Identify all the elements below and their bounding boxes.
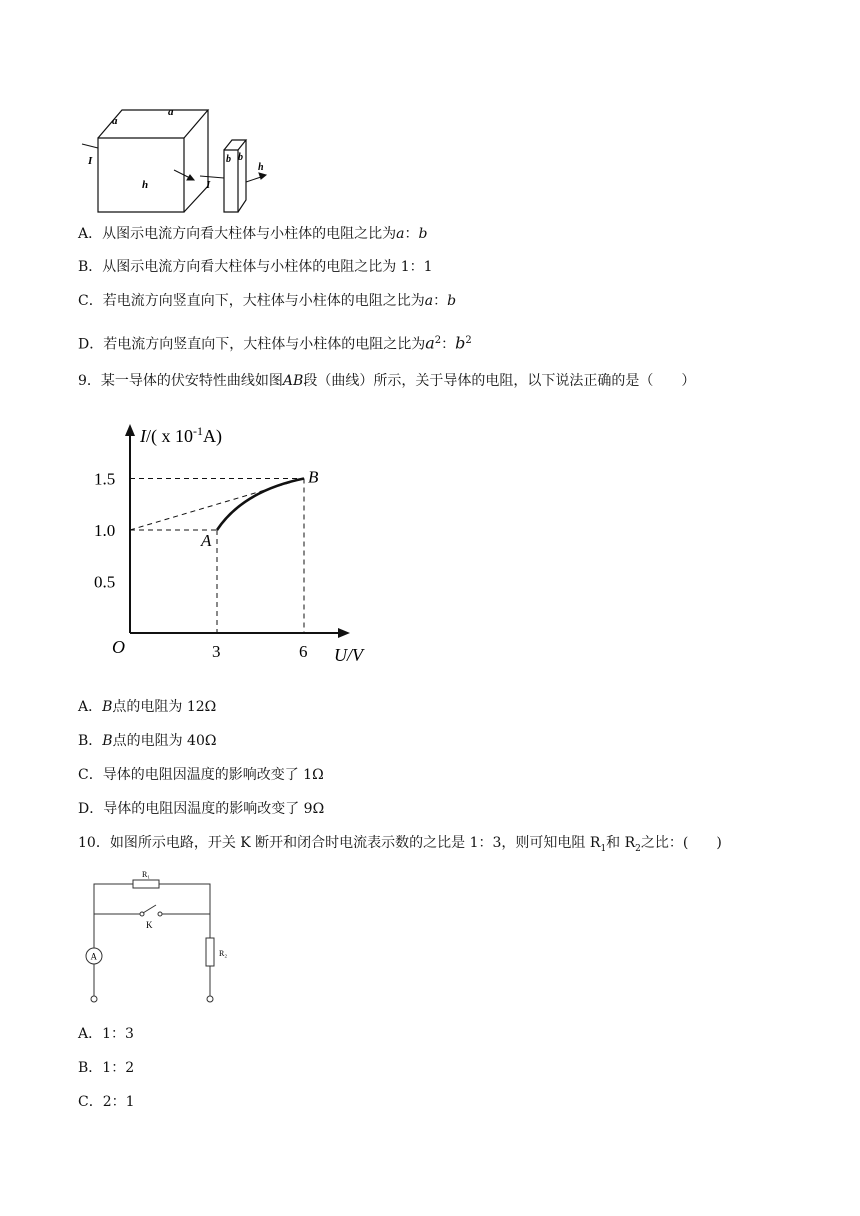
iv-chart: [80, 418, 380, 668]
x-axis-arrow-icon: [338, 628, 350, 638]
point-a-label: A: [201, 531, 212, 550]
x-tick-label: 3: [212, 642, 221, 661]
r1-label: R₁: [142, 870, 151, 879]
prism-figure: [78, 100, 288, 220]
current-line-left: [82, 144, 98, 148]
label-a-side: a: [168, 106, 174, 118]
q9-option-d[interactable]: D．导体的电阻因温度的影响改变了 9Ω: [78, 801, 325, 817]
y-tick-label: 0.5: [94, 572, 116, 592]
resistor-r1: [133, 880, 159, 888]
label-b-front: b: [226, 154, 231, 165]
q10-option-c[interactable]: C．2：1: [78, 1094, 135, 1110]
arrow-icon: [246, 173, 266, 182]
q8-option-d[interactable]: D．若电流方向竖直向下，大柱体与小柱体的电阻之比为$a^2$：$b^2$: [78, 333, 472, 353]
q10-option-a[interactable]: A．1：3: [78, 1026, 134, 1042]
circuit-diagram: [80, 864, 240, 1014]
r2-label: R₂: [219, 949, 228, 958]
iv-curve-ab: [217, 479, 304, 531]
switch-label: K: [146, 920, 153, 930]
small-prism: [224, 140, 246, 212]
label-h-small: h: [258, 162, 264, 173]
point-b-label: B: [308, 467, 319, 487]
q9-stem: 9．某一导体的伏安特性曲线如图AB段（曲线）所示，关于导体的电阻，以下说法正确的是（ ）: [78, 373, 696, 389]
q9-option-b[interactable]: B．B点的电阻为 40Ω: [78, 733, 217, 749]
origin-label: O: [112, 637, 125, 657]
y-axis-label: I/( x $10^{-1}A$): [140, 424, 222, 446]
label-I-big: I: [88, 155, 93, 167]
x-axis-label: U/V: [334, 645, 363, 665]
switch-k: [143, 905, 156, 913]
y-tick-label: 1.5: [94, 469, 116, 489]
chart-marks: [94, 468, 319, 662]
q8-option-b[interactable]: B．从图示电流方向看大柱体与小柱体的电阻之比为 1：1: [78, 259, 433, 275]
label-a-front: a: [112, 115, 118, 127]
current-line-small: [200, 176, 224, 178]
label-b-side: b: [238, 152, 243, 163]
ammeter-label: A: [90, 951, 97, 962]
y-tick-label: 1.0: [94, 521, 116, 540]
q8-option-c[interactable]: C．若电流方向竖直向下，大柱体与小柱体的电阻之比为a：b: [78, 293, 457, 309]
q8-option-a[interactable]: A．从图示电流方向看大柱体与小柱体的电阻之比为a：b: [78, 226, 428, 242]
q9-option-c[interactable]: C．导体的电阻因温度的影响改变了 1Ω: [78, 767, 324, 783]
q10-option-b[interactable]: B．1：2: [78, 1060, 135, 1076]
q10-stem: 10．如图所示电路，开关 K 断开和闭合时电流表示数的之比是 1：3，则可知电阻 $R_1$和 $R_2$之比：( ): [78, 835, 722, 854]
q9-option-a[interactable]: A．B点的电阻为 12Ω: [78, 699, 217, 715]
label-h-big: h: [142, 179, 149, 191]
y-axis-arrow-icon: [125, 424, 135, 436]
label-I-small: I: [206, 179, 211, 191]
x-tick-label: 6: [299, 642, 308, 661]
resistor-r2: [206, 938, 214, 966]
